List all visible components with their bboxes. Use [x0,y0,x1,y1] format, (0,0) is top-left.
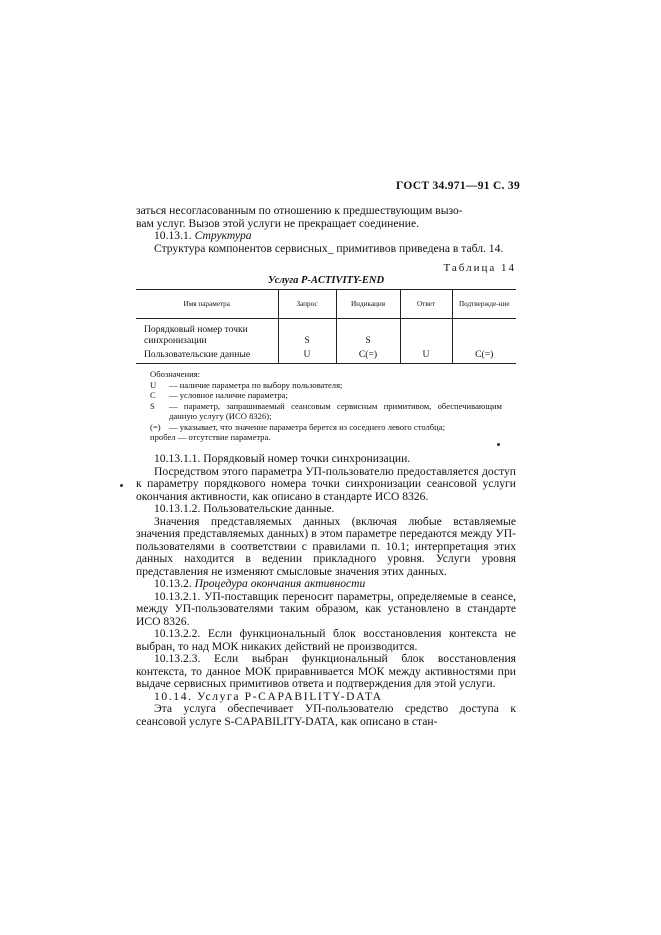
parameters-table [136,289,516,364]
cell-name: Порядковый номер точки синхронизации [144,323,248,346]
paragraph-10-13-2-2: 10.13.2.2. Если функциональный блок восстановления контекста не выбран, то над МОК никаких действий не производится. [136,627,516,653]
cell-indication: S [336,319,400,349]
cell-request: S [278,319,336,349]
table-notes [150,369,502,443]
note-text: — условное наличие параметра; [169,390,288,400]
table-title: Услуга P-ACTIVITY-END [267,275,385,286]
note-text: — параметр, запрашиваемый сеансовым сервисным примитивом, обеспечивающим данную услугу (ИСО 8326); [169,400,502,421]
table-number: Таблица 14 [443,262,516,274]
intro-block [136,205,516,255]
col-header-response: Ответ [400,290,452,319]
section-title: Структура [194,229,252,242]
col-header-indication: Индикация [336,290,400,319]
table-row [136,319,516,349]
section-number: 10.13.1. [154,229,192,242]
paragraph-user-data: Значения представляемых данных (включая любые вставляемые значения представляемых данных) в этом параметре передаются между УП-пользователями в соответствии с правилами п. 10.1; интерпретация этих данных находится в ведении прикладного уровня. Услуги уровня представления не изменяют смысловые значения этих данных. [136,514,516,578]
section-title: Процедура окончания активности [194,577,366,590]
structure-paragraph: Структура компонентов сервисных_ примитивов приведена в табл. 14. [154,241,504,255]
cell-request: U [278,349,336,364]
cell-response: U [400,349,452,364]
notes-title: Обозначения: [150,369,201,379]
section-heading-10-14: 10.14. Услуга P-CAPABILITY-DATA [154,689,383,703]
section-heading-10-13-2 [136,578,516,591]
cell-name: Пользовательские данные [136,349,278,364]
note-item [150,390,502,401]
paragraph-10-13-1-1: 10.13.1.1. Порядковый номер точки синхронизации. [154,452,411,465]
note-last: пробел — отсутствие параметра. [150,432,271,442]
paragraph-sync-number: Посредством этого параметра УП-пользователю предоставляется доступ к параметру порядкового номера точки синхронизации сеансовой услуги окончания активности, как описано в стандарте ИСО 8326. [136,464,516,503]
note-key: (=) [150,421,161,432]
intro-line-2: вам услуг. Вызов этой услуги не прекращает соединение. [136,216,419,230]
cell-response [400,319,452,349]
paragraph-10-13-2-3: 10.13.2.3. Если выбран функциональный блок восстановления контекста, то данное МОК приравнивается МОК между активностями при выдаче сервисных примитивов ответа и подтверждения для этой услуги. [136,652,516,690]
note-item [150,380,502,391]
note-item [150,401,502,422]
intro-line-1: заться несогласованным по отношению к предшествующим вызо- [136,204,463,217]
cell-confirm: C(=) [452,349,516,364]
paragraph-10-13-1-2: 10.13.1.2. Пользовательские данные. [154,502,335,515]
note-item [150,422,502,433]
note-text: — наличие параметра по выбору пользователя; [169,379,343,390]
note-key: U [150,379,157,390]
table-row [136,349,516,364]
table-caption [136,262,516,286]
note-key: S [150,400,155,411]
paragraph-10-13-2-1: 10.13.2.1. УП-поставщик переносит параметры, определяемые в сеансе, между УП-пользователями таким образом, как установлено в стандарте ИСО 8326. [136,589,516,628]
col-header-name: Имя параметра [136,290,278,319]
section-number: 10.13.2. [154,577,192,590]
cell-indication: C(=) [336,349,400,364]
table-header-row [136,290,516,319]
scan-speck [120,484,123,487]
section-heading-10-13-1 [136,230,516,243]
col-header-request: Запрос [278,290,336,319]
page-header: ГОСТ 34.971—91 С. 39 [396,180,521,192]
note-text: — указывает, что значение параметра берется из соседнего левого столбца; [169,421,445,432]
scan-speck [497,443,500,446]
paragraph-capability-data: Эта услуга обеспечивает УП-пользователю средство доступа к сеансовой услуге S-CAPABILITY-DATA, как описано в стан- [136,702,516,728]
col-header-confirm: Подтвержде-ние [452,290,516,319]
cell-confirm [452,319,516,349]
body-text [136,453,516,728]
note-key: C [150,390,156,400]
